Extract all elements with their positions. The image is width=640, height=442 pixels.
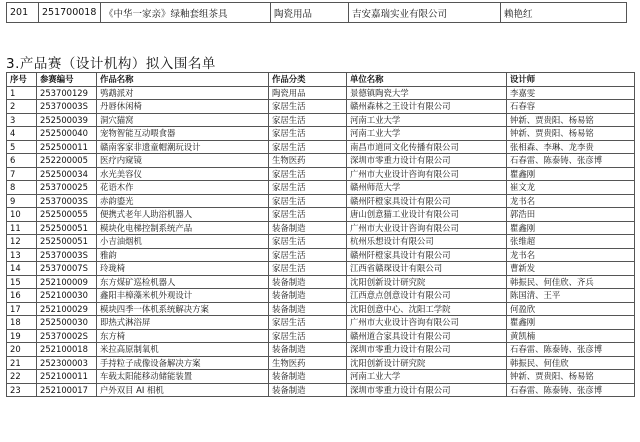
designer-cell: 陈国清、王平 [507, 289, 635, 303]
designer-cell: 龙书名 [507, 248, 635, 262]
table-row [7, 289, 635, 303]
serial-cell: 18 [7, 316, 37, 330]
designer-cell: 张维超 [507, 235, 635, 249]
serial-cell: 13 [7, 248, 37, 262]
serial-cell: 8 [7, 181, 37, 195]
shortlist-table [6, 72, 635, 397]
work-name-cell: 小吉油烟机 [97, 235, 269, 249]
entry-id-cell: 252500039 [37, 113, 97, 127]
designer-cell: 黄凯楠 [507, 329, 635, 343]
serial-cell: 20 [7, 343, 37, 357]
table-row [7, 275, 635, 289]
designer-cell: 韩振民、何佳欣 [507, 356, 635, 370]
previous-list-tail-table [6, 2, 627, 23]
serial-cell: 1 [7, 86, 37, 100]
work-name-cell: 鸮鹉派对 [97, 86, 269, 100]
designer-cell: 韩振民、何佳欣、齐兵 [507, 275, 635, 289]
table-row [7, 262, 635, 276]
serial-cell: 6 [7, 154, 37, 168]
entry-id-cell: 252200005 [37, 154, 97, 168]
category-cell: 装备制造 [269, 289, 347, 303]
designer-cell: 何盈欣 [507, 302, 635, 316]
header-entry-id: 参赛编号 [37, 73, 97, 87]
serial-cell: 4 [7, 127, 37, 141]
organization-cell: 唐山创意猫工业设计有限公司 [347, 208, 507, 222]
work-name-cell: 手持粒子成像设备解决方案 [97, 356, 269, 370]
category-cell: 家居生活 [269, 140, 347, 154]
organization-cell: 赣州师范大学 [347, 181, 507, 195]
category-cell: 家居生活 [269, 127, 347, 141]
designer-cell: 石春雷、陈泰铸、张彦博 [507, 383, 635, 397]
table-row [7, 100, 635, 114]
designer-cell: 曹新发 [507, 262, 635, 276]
designer-cell: 郭浩田 [507, 208, 635, 222]
organization-cell: 杭州乐想设计有限公司 [347, 235, 507, 249]
table-row [7, 167, 635, 181]
entry-id-cell: 252500051 [37, 221, 97, 235]
header-work-name: 作品名称 [97, 73, 269, 87]
serial-cell: 2 [7, 100, 37, 114]
organization-cell: 沈阳创新设计研究院 [347, 275, 507, 289]
category-cell: 家居生活 [269, 167, 347, 181]
entry-id-cell: 25370003S [37, 194, 97, 208]
work-name-cell: 花语木作 [97, 181, 269, 195]
designer-cell: 龙书名 [507, 194, 635, 208]
work-name-cell: 米拉高原制氧机 [97, 343, 269, 357]
designer-cell: 石春雷、陈泰铸、张彦博 [507, 343, 635, 357]
serial-cell: 9 [7, 194, 37, 208]
category-cell: 装备制造 [269, 275, 347, 289]
work-name-cell: 鑫阳丰樟藻米机外观设计 [97, 289, 269, 303]
table-row [7, 370, 635, 384]
header-row [7, 73, 635, 87]
table-row [7, 208, 635, 222]
entry-id-cell: 25370007S [37, 262, 97, 276]
category-cell: 家居生活 [269, 181, 347, 195]
work-name-cell: 宠物智能互动喂食器 [97, 127, 269, 141]
category-cell: 装备制造 [269, 221, 347, 235]
work-name-cell: 洞穴猫窝 [97, 113, 269, 127]
organization-cell: 广州市大业设计咨询有限公司 [347, 167, 507, 181]
organization-cell: 广州市大业设计咨询有限公司 [347, 221, 507, 235]
organization-cell: 深圳市零重力设计有限公司 [347, 383, 507, 397]
serial-cell: 201 [7, 3, 39, 23]
category-cell: 装备制造 [269, 370, 347, 384]
organization-cell: 赣州阡橙家具设计有限公司 [347, 248, 507, 262]
organization-cell: 景德镇陶瓷大学 [347, 86, 507, 100]
entry-id-cell: 252500040 [37, 127, 97, 141]
header-category: 作品分类 [269, 73, 347, 87]
designer-cell: 瞿鑫刚 [507, 316, 635, 330]
organization-cell: 河南工业大学 [347, 370, 507, 384]
designer-cell: 钟新、贾贵阳、杨易铭 [507, 113, 635, 127]
organization-cell: 赣州森林之王设计有限公司 [347, 100, 507, 114]
header-organization: 单位名称 [347, 73, 507, 87]
work-name-cell: 模块四季一体机系统解决方案 [97, 302, 269, 316]
serial-cell: 11 [7, 221, 37, 235]
organization-cell: 江西意点创意设计有限公司 [347, 289, 507, 303]
table-row [7, 316, 635, 330]
work-name-cell: 即热式淋浴屏 [97, 316, 269, 330]
organization-cell: 南昌市道同文化传播有限公司 [347, 140, 507, 154]
designer-cell: 钟新、贾贵阳、杨易铭 [507, 370, 635, 384]
entry-id-cell: 25370003S [37, 100, 97, 114]
serial-cell: 7 [7, 167, 37, 181]
table-row [7, 3, 627, 23]
table-row [7, 248, 635, 262]
serial-cell: 21 [7, 356, 37, 370]
entry-id-cell: 252500051 [37, 235, 97, 249]
section-title: 3.产品赛（设计机构）拟入围名单 [6, 56, 216, 72]
serial-cell: 22 [7, 370, 37, 384]
category-cell: 家居生活 [269, 262, 347, 276]
entry-id-cell: 253700025 [37, 181, 97, 195]
designer-cell: 瞿鑫刚 [507, 221, 635, 235]
organization-cell: 江西省赣琛设计有限公司 [347, 262, 507, 276]
organization-cell: 沈阳创新设计研究院 [347, 356, 507, 370]
entry-id-cell: 252300003 [37, 356, 97, 370]
designer-cell: 钟新、贾贵阳、杨易铭 [507, 127, 635, 141]
serial-cell: 15 [7, 275, 37, 289]
category-cell: 陶瓷用品 [271, 3, 349, 23]
category-cell: 家居生活 [269, 113, 347, 127]
entry-id-cell: 252500030 [37, 316, 97, 330]
organization-cell: 深圳市零重力设计有限公司 [347, 343, 507, 357]
work-name-cell: 东方椅 [97, 329, 269, 343]
work-name-cell: 赣南客家非遗童帽潮玩设计 [97, 140, 269, 154]
organization-cell: 吉安嘉瑞实业有限公司 [349, 3, 501, 23]
category-cell: 家居生活 [269, 100, 347, 114]
designer-cell: 瞿鑫刚 [507, 167, 635, 181]
work-name-cell: 户外双目 AI 相机 [97, 383, 269, 397]
table-row [7, 181, 635, 195]
designer-cell: 赖艳红 [501, 3, 627, 23]
designer-cell: 石春容 [507, 100, 635, 114]
table-row [7, 127, 635, 141]
serial-cell: 14 [7, 262, 37, 276]
entry-id-cell: 252100029 [37, 302, 97, 316]
entry-id-cell: 252100011 [37, 370, 97, 384]
serial-cell: 17 [7, 302, 37, 316]
entry-id-cell: 25370003S [37, 248, 97, 262]
organization-cell: 广州市大业设计咨询有限公司 [347, 316, 507, 330]
serial-cell: 3 [7, 113, 37, 127]
table-row [7, 221, 635, 235]
table-row [7, 329, 635, 343]
work-name-cell: 模块化电梯控制系统产品 [97, 221, 269, 235]
entry-id-cell: 252500034 [37, 167, 97, 181]
designer-cell: 石春雷、陈泰铸、张彦博 [507, 154, 635, 168]
category-cell: 家居生活 [269, 194, 347, 208]
category-cell: 家居生活 [269, 208, 347, 222]
category-cell: 家居生活 [269, 329, 347, 343]
table-row [7, 356, 635, 370]
organization-cell: 河南工业大学 [347, 113, 507, 127]
designer-cell: 张相森、李琳、龙李贵 [507, 140, 635, 154]
entry-id-cell: 25370002S [37, 329, 97, 343]
table-row [7, 113, 635, 127]
designer-cell: 李嘉雯 [507, 86, 635, 100]
serial-cell: 16 [7, 289, 37, 303]
category-cell: 装备制造 [269, 343, 347, 357]
serial-cell: 19 [7, 329, 37, 343]
entry-id-cell: 252100017 [37, 383, 97, 397]
organization-cell: 赣州道合家具设计有限公司 [347, 329, 507, 343]
table-row [7, 194, 635, 208]
header-serial: 序号 [7, 73, 37, 87]
entry-id-cell: 252100030 [37, 289, 97, 303]
entry-id-cell: 252100018 [37, 343, 97, 357]
table-row [7, 86, 635, 100]
work-name-cell: 车载太阳能移动储能装置 [97, 370, 269, 384]
table-row [7, 140, 635, 154]
entry-id-cell: 252500055 [37, 208, 97, 222]
serial-cell: 5 [7, 140, 37, 154]
table-row [7, 383, 635, 397]
work-name-cell: 玲珑椅 [97, 262, 269, 276]
serial-cell: 10 [7, 208, 37, 222]
work-name-cell: 丹唇休闲椅 [97, 100, 269, 114]
header-designer: 设计师 [507, 73, 635, 87]
table-row [7, 154, 635, 168]
work-name-cell: 便携式老年人助浴机器人 [97, 208, 269, 222]
work-name-cell: 东方煤矿巡检机器人 [97, 275, 269, 289]
category-cell: 装备制造 [269, 383, 347, 397]
category-cell: 生物医药 [269, 356, 347, 370]
category-cell: 家居生活 [269, 248, 347, 262]
table-row [7, 343, 635, 357]
work-name-cell: 《中华一家亲》绿釉套组茶具 [101, 3, 271, 23]
organization-cell: 赣州阡橙家具设计有限公司 [347, 194, 507, 208]
entry-id-cell: 252100009 [37, 275, 97, 289]
organization-cell: 河南工业大学 [347, 127, 507, 141]
serial-cell: 23 [7, 383, 37, 397]
category-cell: 装备制造 [269, 302, 347, 316]
category-cell: 家居生活 [269, 235, 347, 249]
table-row [7, 302, 635, 316]
work-name-cell: 雅韵 [97, 248, 269, 262]
organization-cell: 深圳市零重力设计有限公司 [347, 154, 507, 168]
work-name-cell: 水光美容仪 [97, 167, 269, 181]
entry-id-cell: 251700018 [39, 3, 101, 23]
entry-id-cell: 252500011 [37, 140, 97, 154]
work-name-cell: 医疗内窥镜 [97, 154, 269, 168]
table-row [7, 235, 635, 249]
entry-id-cell: 253700129 [37, 86, 97, 100]
category-cell: 陶瓷用品 [269, 86, 347, 100]
category-cell: 生物医药 [269, 154, 347, 168]
designer-cell: 崔文龙 [507, 181, 635, 195]
organization-cell: 沈阳创意中心、沈阳工学院 [347, 302, 507, 316]
serial-cell: 12 [7, 235, 37, 249]
category-cell: 家居生活 [269, 316, 347, 330]
work-name-cell: 赤韵鎏光 [97, 194, 269, 208]
